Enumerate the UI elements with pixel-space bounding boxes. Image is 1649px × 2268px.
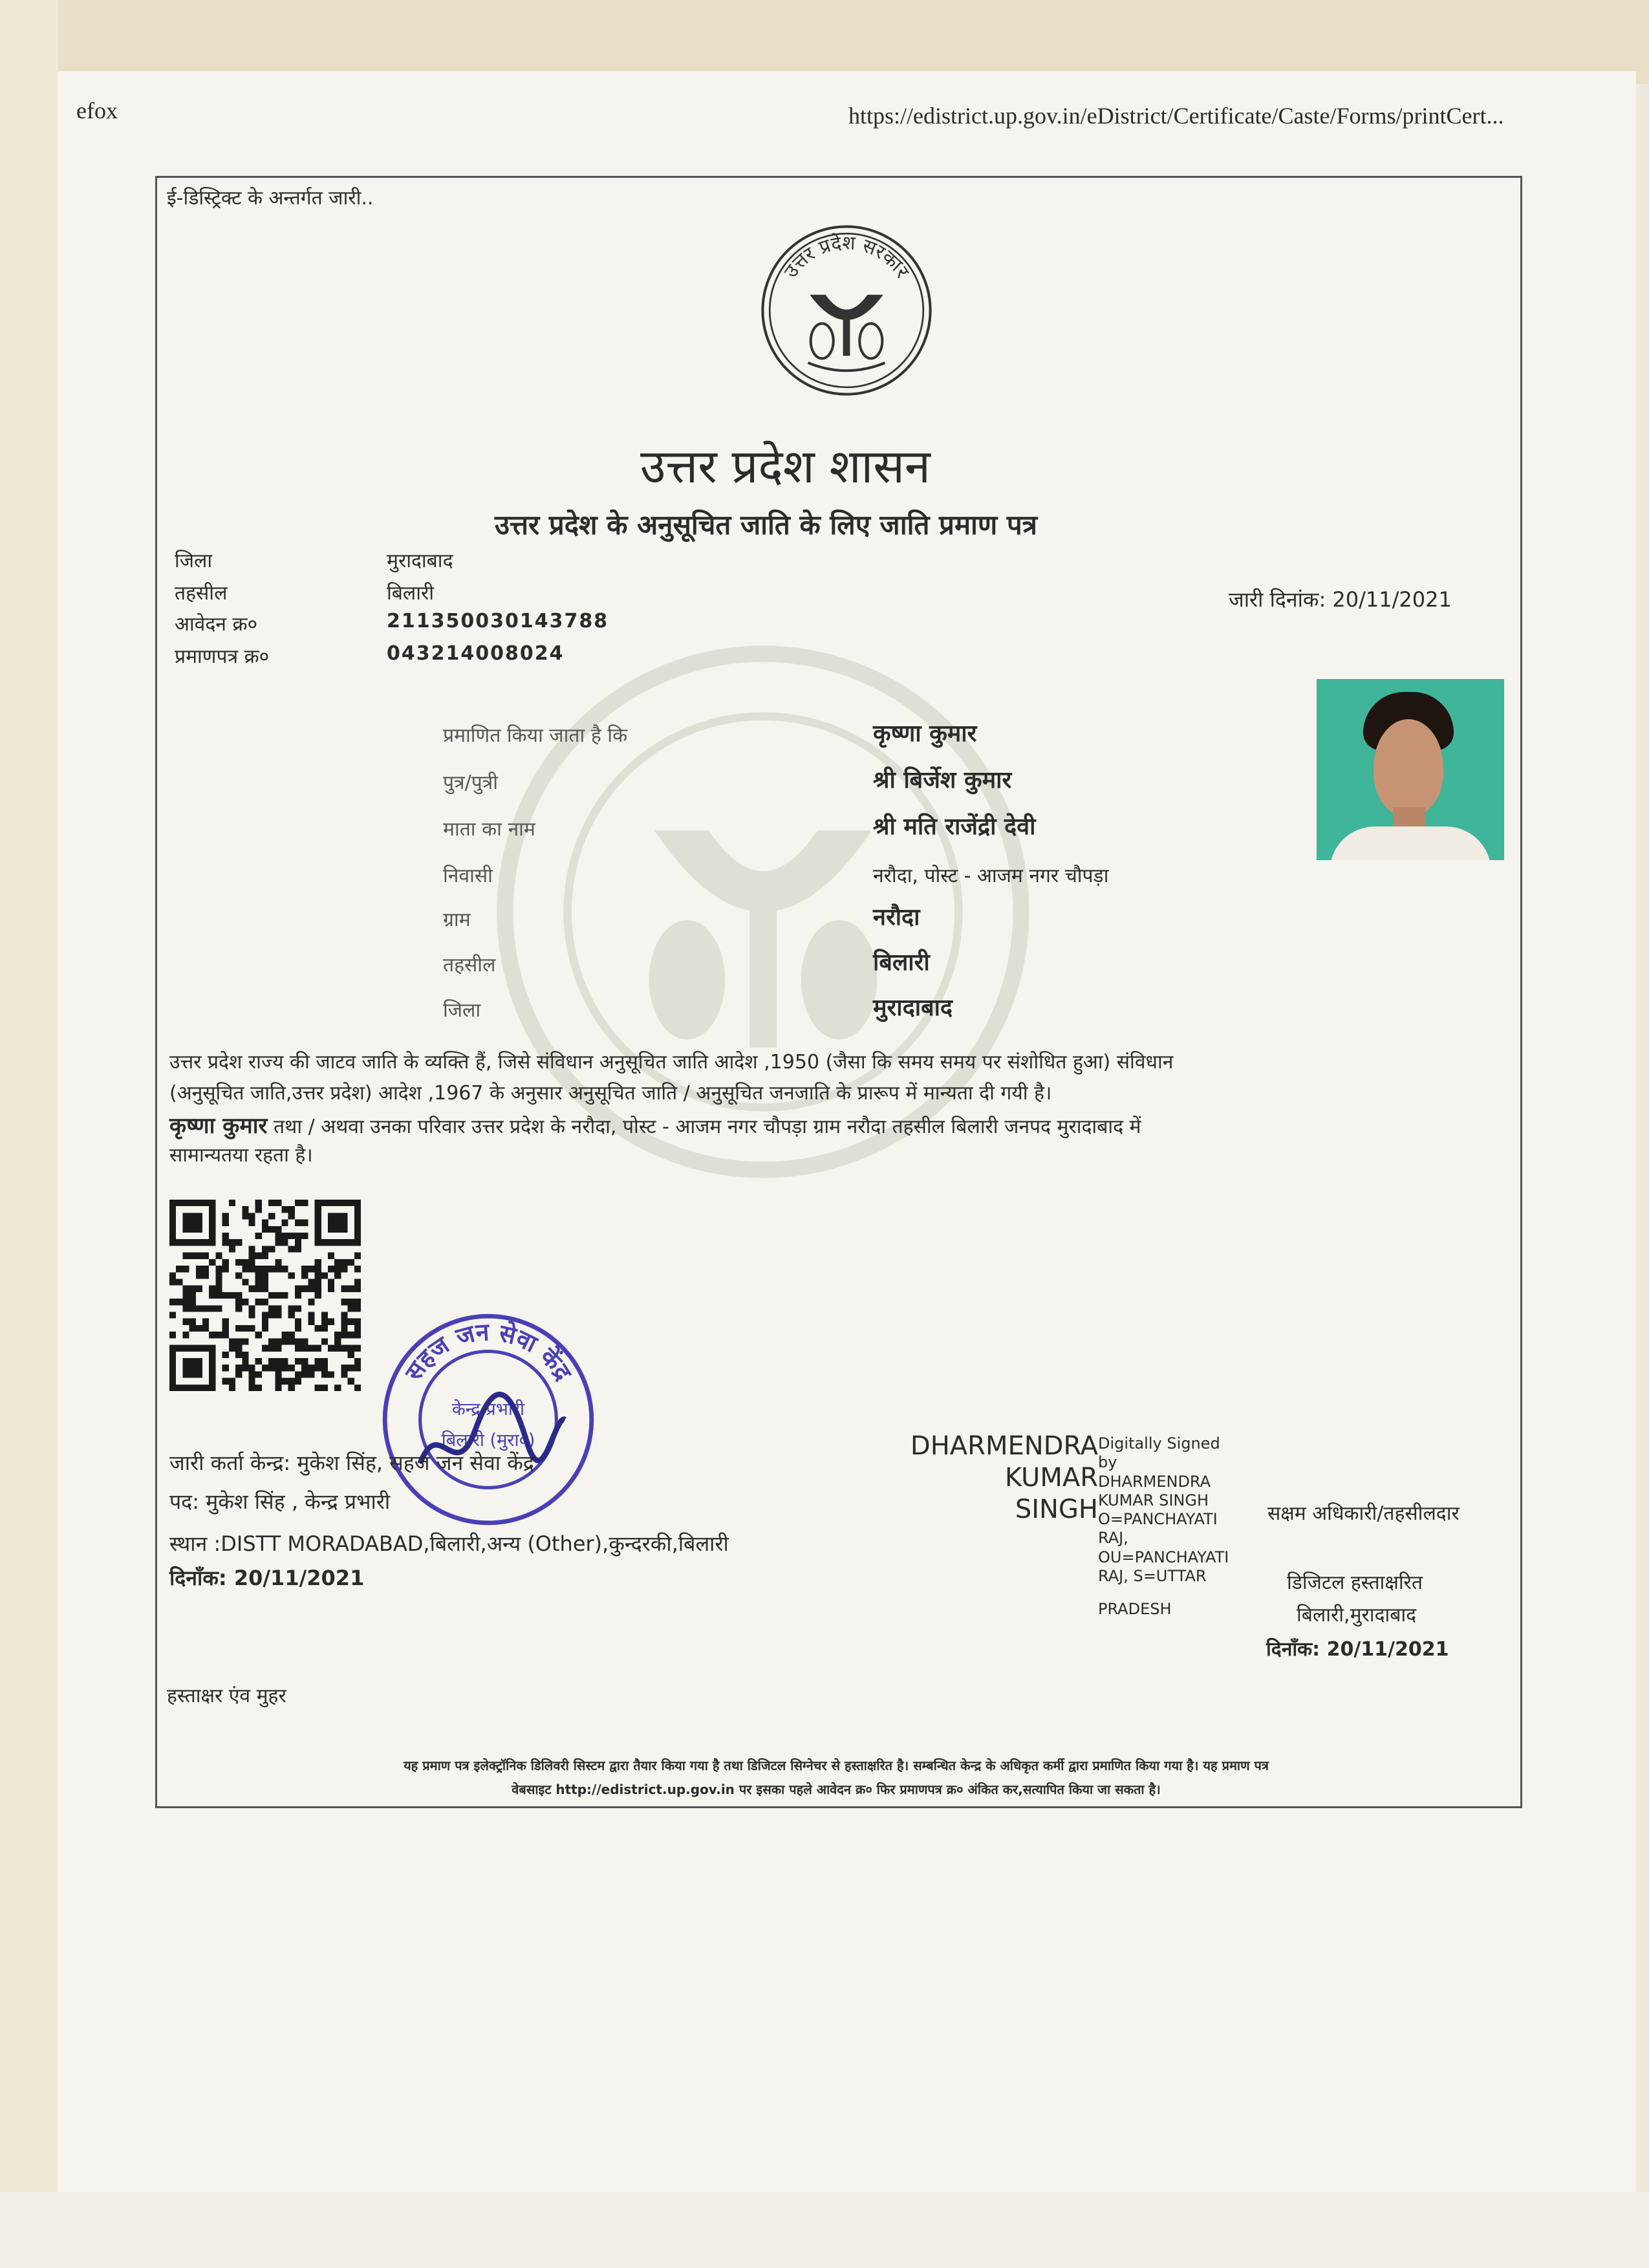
district-value: मुरादाबाद — [387, 550, 453, 572]
footer-note-line-1: यह प्रमाण पत्र इलेक्ट्रॉनिक डिलिवरी सिस्टम द्वारा तैयार किया गया है तथा डिजिटल सिग्नेचर से हस्ताक्षरित है। सम्बन्धित केन्द्र के अधिकृत कर्मी द्वारा प्रमाणित किया गया है। यह प्रमाण पत्र — [404, 1758, 1269, 1773]
field-value-father: श्री बिर्जेश कुमार — [873, 767, 1012, 794]
body-line-3-text: तथा / अथवा उनका परिवार उत्तर प्रदेश के नरौदा, पोस्ट - आजम नगर चौपड़ा ग्राम नरौदा तहसील बिलारी जनपद मुरादाबाद में — [267, 1116, 1141, 1138]
field-label-mother: माता का नाम — [443, 818, 535, 841]
tehsil-label: तहसील — [175, 582, 228, 605]
field-value-district: मुरादाबाद — [873, 995, 953, 1021]
scan-bottom-edge — [0, 2192, 1649, 2268]
field-value-mother: श्री मति राजेंद्री देवी — [873, 814, 1036, 840]
svg-text:उत्तर प्रदेश सरकार — [779, 232, 914, 283]
certificate-number: 043214008024 — [387, 642, 565, 665]
field-label-certified: प्रमाणित किया जाता है कि — [443, 724, 628, 747]
signature-and-seal-label: हस्ताक्षर एंव मुहर — [167, 1685, 286, 1707]
signer-name-line: KUMAR — [1004, 1462, 1098, 1493]
certificate-body-line-2: (अनुसूचित जाति,उत्तर प्रदेश) आदेश ,1967 के अनुसार अनुसूचित जाति / अनुसूचित जनजाति के प्रारूप में मान्यता दी गयी है। — [169, 1082, 1052, 1105]
field-value-name: कृष्णा कुमार — [873, 720, 977, 747]
browser-name-fragment: efox — [76, 98, 118, 124]
government-title: उत्तर प्रदेश शासन — [640, 439, 931, 493]
stamp-inner-line-1: केन्द्र प्रभारी — [451, 1399, 525, 1420]
field-label-tehsil: तहसील — [443, 954, 496, 977]
field-value-village: नरौदा — [873, 904, 920, 931]
signature-detail-line: PRADESH — [1098, 1600, 1172, 1619]
emblem-text: उत्तर प्रदेश सरकार — [779, 232, 914, 283]
signature-detail-line: Digitally Signed — [1098, 1434, 1220, 1453]
signature-detail-line: O=PANCHAYATI — [1098, 1510, 1218, 1529]
digitally-signed-label: डिजिटल हस्ताक्षरित — [1287, 1571, 1423, 1594]
signature-date: दिनाँक: 20/11/2021 — [1266, 1638, 1449, 1661]
issued-under-text: ई-डिस्ट्रिक्ट के अन्तर्गत जारी.. — [167, 187, 374, 210]
application-label: आवेदन क्र० — [175, 613, 258, 636]
issuing-center: जारी कर्ता केन्द्र: मुकेश सिंह, सहज जन सेवा केंद्र — [169, 1451, 534, 1475]
signature-detail-line: RAJ, — [1098, 1529, 1128, 1548]
verification-qr-code — [169, 1200, 361, 1391]
issuer-post: पद: मुकेश सिंह , केन्द्र प्रभारी — [169, 1489, 391, 1514]
field-value-tehsil: बिलारी — [873, 949, 930, 976]
field-label-village: ग्राम — [443, 909, 471, 931]
signer-name-line: SINGH — [1015, 1494, 1098, 1524]
stamp-inner-line-2: बिलारी (मुरा०) — [441, 1430, 535, 1451]
up-government-emblem — [759, 223, 934, 398]
competent-authority: सक्षम अधिकारी/तहसीलदार — [1267, 1502, 1460, 1525]
jan-seva-kendra-stamp — [378, 1310, 598, 1529]
tehsil-value: बिलारी — [387, 582, 435, 605]
certificate-number-label: प्रमाणपत्र क्र० — [175, 645, 270, 668]
applicant-photo — [1317, 679, 1504, 860]
issuer-date: दिनाँक: 20/11/2021 — [169, 1566, 365, 1590]
print-url: https://edistrict.up.gov.in/eDistrict/Certificate/Caste/Forms/printCert... — [848, 103, 1504, 129]
field-label-resident: निवासी — [443, 865, 493, 887]
signature-detail-line: by — [1098, 1453, 1117, 1472]
footer-note-line-2: वेबसाइट http://edistrict.up.gov.in पर इसका पहले आवेदन क्र० फिर प्रमाणपत्र क्र० अंकित कर,सत्यापित किया जा सकता है। — [512, 1782, 1161, 1797]
certificate-body-line-1: उत्तर प्रदेश राज्य की जाटव जाति के व्यक्ति हैं, जिसे संविधान अनुसूचित जाति आदेश ,1950 (जैसा कि समय समय पर संशोधित हुआ) संविधान — [169, 1051, 1174, 1074]
signature-detail-line: KUMAR SINGH — [1098, 1491, 1209, 1509]
certificate-body-line-4: सामान्यतया रहता है। — [169, 1144, 313, 1167]
district-label: जिला — [175, 550, 213, 572]
field-label-parent: पुत्र/पुत्री — [443, 772, 499, 794]
body-applicant-name: कृष्णा कुमार — [169, 1113, 268, 1139]
signer-name — [878, 1431, 1098, 1525]
application-number: 211350030143788 — [387, 610, 609, 632]
signature-detail-line: DHARMENDRA — [1098, 1472, 1211, 1491]
certificate-body-line-3 — [169, 1110, 1141, 1139]
certificate-title: उत्तर प्रदेश के अनुसूचित जाति के लिए जाति प्रमाण पत्र — [495, 509, 1037, 541]
signature-detail-line: OU=PANCHAYATI — [1098, 1548, 1229, 1566]
issue-place: स्थान :DISTT MORADABAD,बिलारी,अन्य (Other),कुन्दरकी,बिलारी — [169, 1531, 729, 1556]
signature-detail-line: RAJ, S=UTTAR — [1098, 1566, 1207, 1585]
stamp-ring-text: सहज जन सेवा केंद्र — [399, 1317, 578, 1386]
signing-office-location: बिलारी,मुरादाबाद — [1297, 1604, 1417, 1626]
digital-signature-details — [1098, 1434, 1240, 1619]
field-label-district: जिला — [443, 999, 481, 1022]
signer-name-line: DHARMENDRA — [910, 1431, 1098, 1461]
scan-margin — [0, 0, 58, 2268]
issue-date: जारी दिनांक: 20/11/2021 — [1229, 587, 1452, 612]
field-value-resident: नरौदा, पोस्ट - आजम नगर चौपड़ा — [873, 865, 1109, 887]
